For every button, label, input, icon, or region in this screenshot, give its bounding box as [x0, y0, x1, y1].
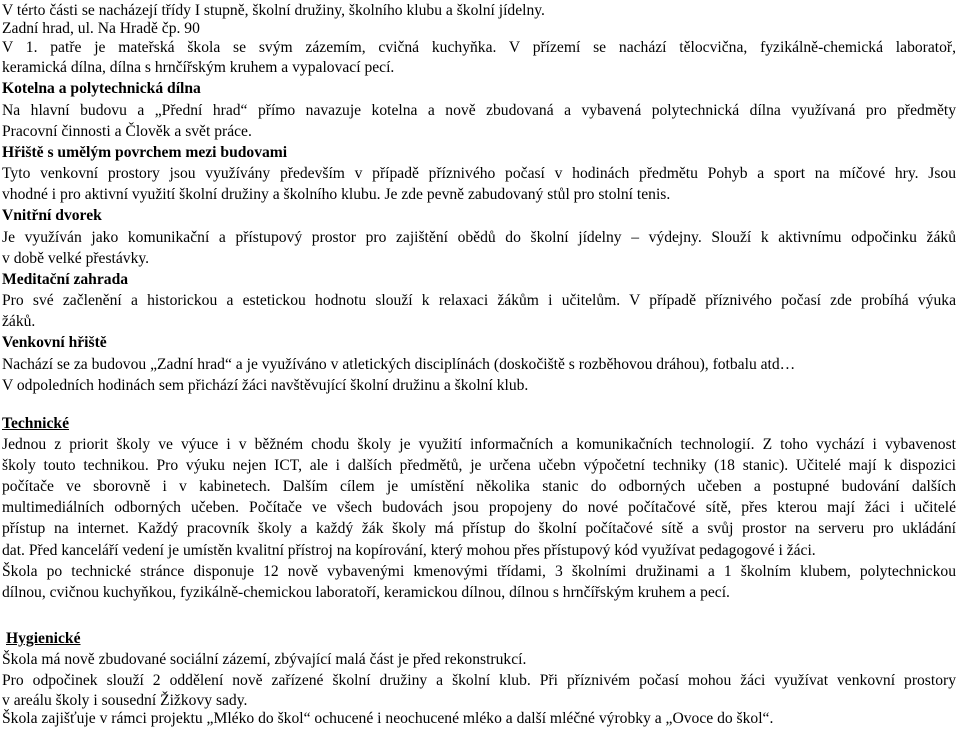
text-line: Na hlavní budovu a „Přední hrad“ přímo navazuje kotelna a nově zbudovaná a vybavená polytechnická dílna využívaná pro předměty [2, 102, 956, 119]
text-line: keramická dílna, dílna s hrnčířským kruhem a vypalovací pecí. [2, 59, 395, 76]
text-line: Škola zajišťuje v rámci projektu „Mléko do škol“ ochucené i neochucené mléko a další mléčné výrobky a „Ovoce do škol“. [2, 710, 774, 727]
text-line: žáků. [2, 313, 36, 330]
text-line: V odpoledních hodinách sem přichází žáci navštěvující školní družinu a školní klub. [2, 377, 529, 394]
text-line: V 1. patře je mateřská škola se svým zázemím, cvičná kuchyňka. V přízemí se nachází tělocvična, fyzikálně-chemická laboratoř, [2, 39, 956, 56]
section-heading-technicke: Technické [2, 415, 70, 432]
section-heading: Meditační zahrada [2, 271, 129, 288]
text-line: Pro odpočinek slouží 2 oddělení nově zařízené školní družiny a školní klub. Při příznivém počasí mohou žáci využívat venkovní prostory [2, 672, 956, 689]
text-line: dílnou, cvičnou kuchyňkou, fyzikálně-chemickou laboratoří, keramickou dílnou, dílnou s hrnčířským kruhem a pecí. [2, 584, 730, 601]
text-line: počítače ve sborovně i v kabinetech. Dalším cílem je umístění několika stanic do odborných učeben a postupné budování dalších [2, 478, 956, 495]
section-heading: Hřiště s umělým povrchem mezi budovami [2, 144, 288, 161]
text-line: v době velké přestávky. [2, 250, 150, 267]
text-line: Pracovní činnosti a Člověk a svět práce. [2, 123, 252, 140]
text-line: dat. Před kanceláří vedení je umístěn kvalitní přístroj na kopírování, který mohou přes přístupový kód využívat pedagogové i žáci. [2, 542, 816, 559]
section-heading: Venkovní hřiště [2, 334, 107, 351]
text-line: Pro své začlenění a historickou a estetickou hodnotu slouží k relaxaci žákům i učitelům. V případě příznivého počasí zde probíhá výuka [2, 292, 956, 309]
text-line: přístup na internet. Každý pracovník školy a každý žák školy má přístup do školní počítačové sítě a svůj prostor na serveru pro ukládání [2, 520, 956, 537]
text-line: Tyto venkovní prostory jsou využívány především v případě příznivého počasí v hodinách předmětu Pohyb a sport na míčové hry. Jsou [2, 165, 956, 182]
text-line: vhodné i pro aktivní využití školní družiny a školního klubu. Je zde pevně zabudovaný stůl pro stolní tenis. [2, 186, 671, 203]
text-line: Je využíván jako komunikační a přístupový prostor pro zajištění obědů do školní jídelny – výdejny. Slouží k aktivnímu odpočinku žáků [2, 229, 956, 246]
section-heading: Vnitřní dvorek [2, 207, 102, 224]
text-line: Zadní hrad, ul. Na Hradě čp. 90 [2, 20, 200, 37]
text-line: školy touto technikou. Pro výuku nejen ICT, ale i dalších předmětů, je určena učebn výpočetní techniky (18 stanic). Učitelé mají k dispozici [2, 457, 956, 474]
text-line: multimediálních odborných učeben. Počítače ve všech budovách jsou propojeny do nové počítačové sítě, přes kterou mají žáci i učitelé [2, 499, 956, 516]
text-line: Škola má nově zbudované sociální zázemí, zbývající malá část je před rekonstrukcí. [2, 651, 527, 668]
text-line: V térto části se nacházejí třídy I stupně, školní družiny, školního klubu a školní jídelny. [2, 2, 545, 19]
section-heading: Kotelna a polytechnická dílna [2, 80, 201, 97]
text-line: Škola po technické stránce disponuje 12 nově vybavenými kmenovými třídami, 3 školními družinami a 1 školním klubem, polytechnickou [2, 563, 956, 580]
text-line: v areálu školy i sousední Žižkovy sady. [2, 692, 248, 709]
text-line: Nachází se za budovou „Zadní hrad“ a je využíváno v atletických disciplínách (doskočiště s rozběhovou dráhou), fotbalu atd… [2, 356, 796, 373]
text-line: Jednou z priorit školy ve výuce i v běžném chodu školy je využití informačních a komunikačních technologií. Z toho vychází i vybavenost [2, 436, 956, 453]
section-heading-hygienicke: Hygienické [6, 630, 81, 647]
